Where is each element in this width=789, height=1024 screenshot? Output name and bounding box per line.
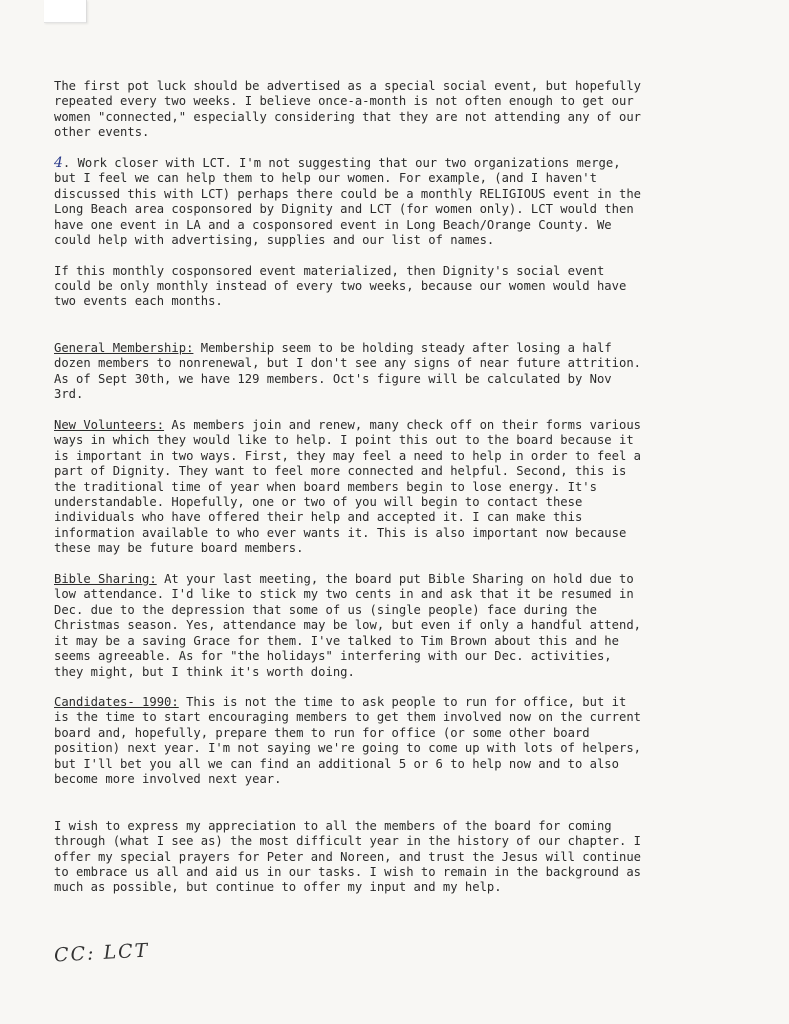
section-heading: Bible Sharing: (54, 571, 157, 586)
paragraph-text: At your last meeting, the board put Bible Sharing on hold due to low attendance. I'd like to stick my two cents in and ask that it be resumed in Dec. due to the depression that some of us (single people) face during the Christmas season. Yes, attendance may be low, but even if only a handful attend, it may be a saving Grace for them. I've talked to Tim Brown about this and he seems agreeable. As for "the holidays" interfering with our Dec. activities, they might, but I think it's worth doing. (54, 571, 641, 679)
paragraph-text: . Work closer with LCT. I'm not suggesting that our two organizations merge, but I feel we can help them to help our women. For example, (and I haven't discussed this with LCT) perhaps there could be a monthly RELIGIOUS event in the Long Beach area cosponsored by Dignity and LCT (for women only). LCT would then have one event in LA and a cosponsored event in Long Beach/Orange County. We could help with advertising, supplies and our list of names. (54, 155, 641, 248)
paragraph-text: Membership seem to be holding steady after losing a half dozen members to nonrenewal, but I don't see any signs of near future attrition. As of Sept 30th, we have 129 members. Oct's figure will be calculated by Nov 3rd. (54, 340, 641, 402)
paragraph-lct (54, 156, 754, 249)
section-heading: General Membership: (54, 340, 194, 355)
paragraph-volunteers (54, 418, 754, 557)
paragraph-text: As members join and renew, many check off on their forms various ways in which they would like to help. I point this out to the board because it is important in two ways. First, they may feel a need to help in order to feel a part of Dignity. They want to feel more connected and helpful. Second, this is the traditional time of year when board members begin to lose energy. It's understandable. Hopefully, one or two of you will begin to contact these individuals who have offered their help and accepted it. I can make this information available to who ever wants it. This is also important now because these may be future board members. (54, 417, 641, 556)
paper-tab (44, 0, 87, 23)
paragraph-closing (54, 819, 754, 896)
handwritten-number: 4 (54, 154, 63, 171)
section-heading: New Volunteers: (54, 417, 165, 432)
paragraph-text: If this monthly cosponsored event materialized, then Dignity's social event could be only monthly instead of every two weeks, because our women would have two events each months. (54, 263, 627, 309)
paragraph-text: I wish to express my appreciation to all the members of the board for coming through (what I see as) the most difficult year in the history of our chapter. I offer my special prayers for Peter and Noreen, and trust the Jesus will continue to embrace us all and aid us in our tasks. I wish to remain in the background as much as possible, but continue to offer my input and my help. (54, 818, 641, 895)
paragraph-bible (54, 572, 754, 680)
paragraph-membership (54, 341, 754, 403)
paragraph-text: The first pot luck should be advertised as a special social event, but hopefully repeated every two weeks. I believe once-a-month is not often enough to get our women "connected," especially considering that they are not attending any of our other events. (54, 79, 641, 140)
paragraph-candidates (54, 695, 754, 788)
paragraph-potluck (54, 79, 754, 141)
paragraph-text: This is not the time to ask people to run for office, but it is the time to start encouraging members to get them involved now on the current board and, hopefully, prepare them to run for office (or some other board position) next year. I'm not saying we're going to come up with lots of helpers, but I'll bet you all we can find an additional 5 or 6 to help now and to also become more involved next year. (54, 694, 641, 787)
letter-body (54, 79, 754, 896)
section-heading: Candidates- 1990: (54, 694, 179, 709)
handwritten-cc-note: CC: LCT (53, 939, 150, 967)
paragraph-cosponsored (54, 264, 754, 310)
